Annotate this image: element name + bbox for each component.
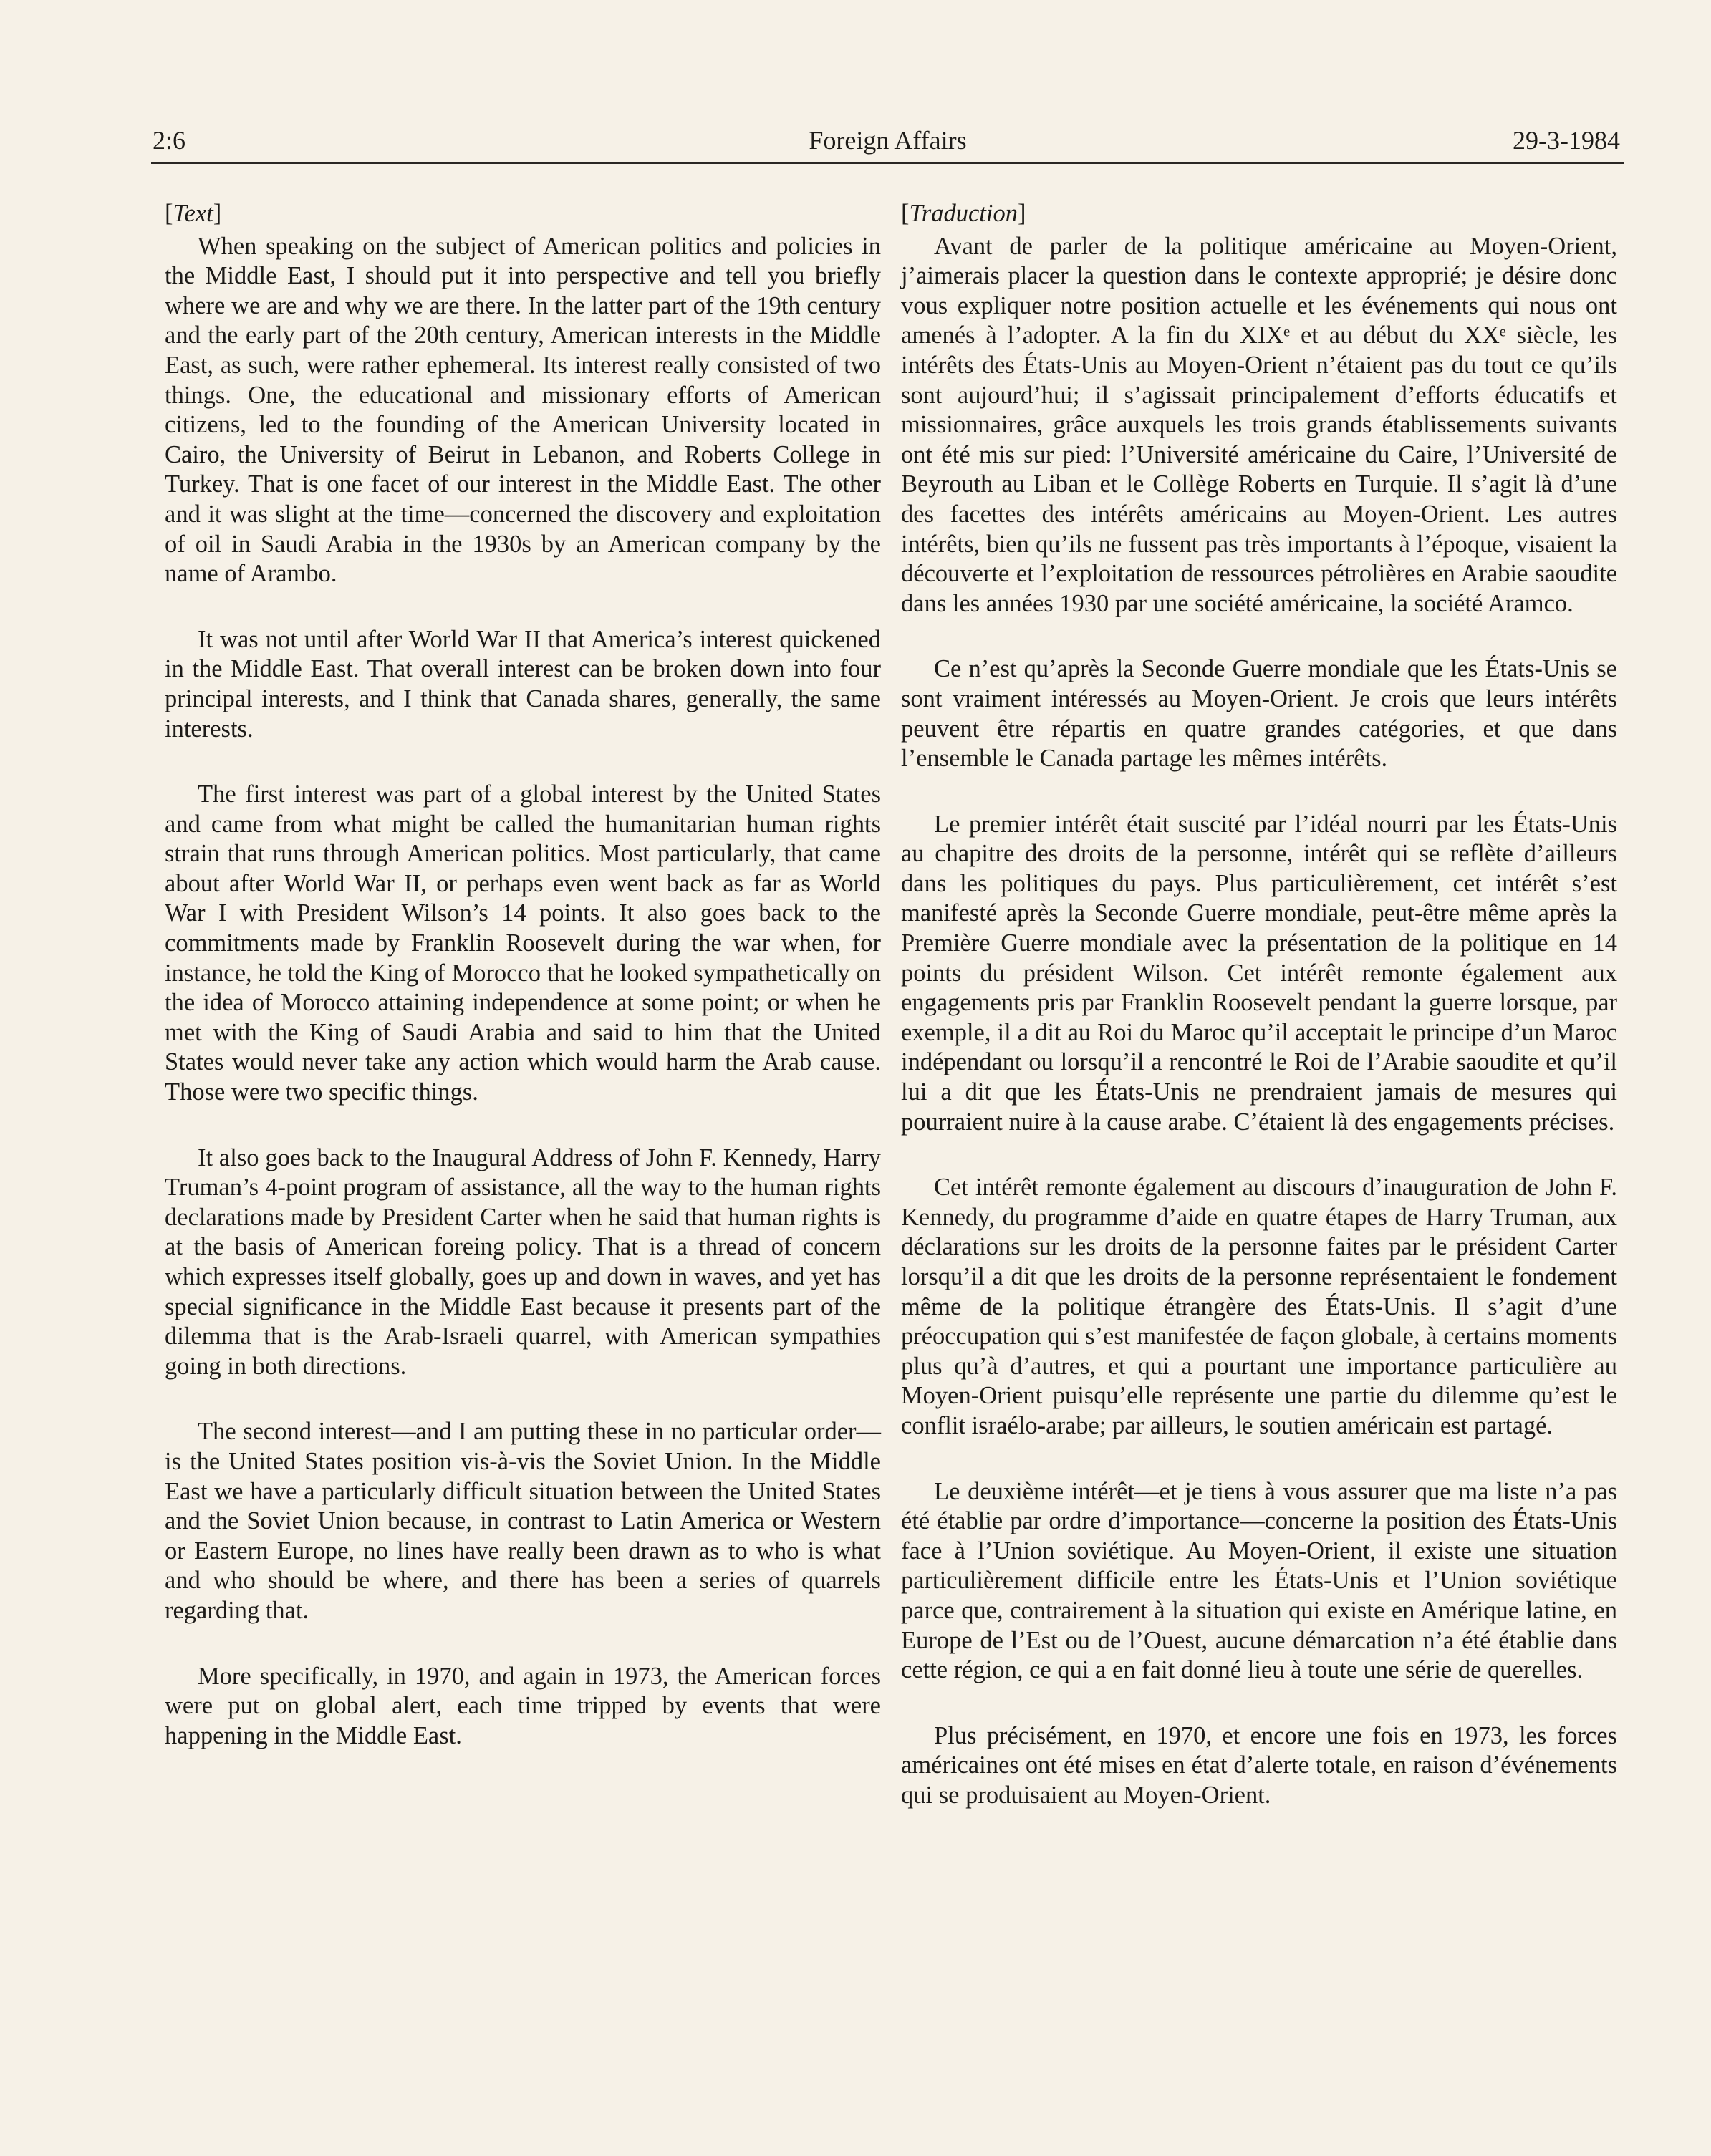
english-paragraph-1: When speaking on the subject of American politics and policies in the Middle East, I should put it into perspective and tell you briefly where we are and why we are there. In the latter part of the 19th century and the early part of the 20th century, American interests in the Middle East, as such, were rather ephemeral. Its interest really consisted of two things. One, the educational and missionary efforts of American citizens, led to the founding of the American University located in Cairo, the University of Beirut in Lebanon, and Roberts College in Turkey. That is one facet of our interest in the Middle East. The other and it was slight at the time—concerned the discovery and exploitation of oil in Saudi Arabia in the 1930s by an American company by the name of Arambo.	[165, 232, 881, 588]
french-column	[901, 199, 1617, 1811]
label-text: Text	[173, 200, 213, 227]
french-paragraph-6: Plus précisément, en 1970, et encore une fois en 1973, les forces américaines ont été mises en état d’alerte totale, en raison d’événements qui se produisaient au Moyen-Orient.	[901, 1721, 1617, 1809]
column-label-traduction: [Traduction]	[901, 200, 1026, 227]
english-paragraph-2: It was not until after World War II that America’s interest quickened in the Middle East. That overall interest can be broken down into four principal interests, and I think that Canada shares, generally, the same interests.	[165, 625, 881, 743]
french-paragraph-3: Le premier intérêt était suscité par l’idéal nourri par les États-Unis au chapitre des droits de la personne, intérêt qui se reflète d’ailleurs dans les politiques du pays. Plus particulièrement, cet intérêt s’est manifesté après la Seconde Guerre mondiale, peut-être même après la Première Guerre mondiale avec la présentation de la politique en 14 points du président Wilson. Cet intérêt remonte également aux engagements pris par Franklin Roosevelt pendant la guerre lorsque, par exemple, il a dit au Roi du Maroc qu’il acceptait le principe d’un Maroc indépendant ou lorsqu’il a rencontré le Roi de l’Arabie saoudite et qu’il lui a dit que les États-Unis ne prendraient jamais de mesures qui pourraient nuire à la cause arabe. C’étaient là des engagements précises.	[901, 810, 1617, 1136]
sitting-date: 29-3-1984	[1513, 126, 1620, 155]
english-column	[165, 199, 881, 1751]
page-header	[151, 115, 1624, 164]
english-paragraph-3: The first interest was part of a global interest by the United States and came from what might be called the humanitarian human rights strain that runs through American politics. Most particularly, that came about after World War II, or perhaps even went back as far as World War I with President Wilson’s 14 points. It also goes back to the commitments made by Franklin Roosevelt during the war when, for instance, he told the King of Morocco that he looked sympathetically on the idea of Morocco attaining independence at some point; or when he met with the King of Saudi Arabia and said to him that the United States would never take any action which would harm the Arab cause. Those were two specific things.	[165, 780, 881, 1106]
committee-title: Foreign Affairs	[809, 126, 967, 155]
french-paragraph-4: Cet intérêt remonte également au discours d’inauguration de John F. Kennedy, du programme d’aide en quatre étapes de Harry Truman, aux déclarations sur les droits de la personne faites par le président Carter lorsqu’il a dit que les droits de la personne représentaient le fondement même de la politique étrangère des États-Unis. Il s’agit d’une préoccupation qui s’est manifestée de façon globale, à certains moments plus qu’à d’autres, et qui a pourtant une importance particulière au Moyen-Orient puisqu’elle représente une partie du dilemme qu’est le conflit israélo-arabe; par ailleurs, le soutien américain est partagé.	[901, 1174, 1617, 1439]
label-traduction: Traduction	[909, 200, 1018, 227]
english-paragraph-4: It also goes back to the Inaugural Address of John F. Kennedy, Harry Truman’s 4-point program of assistance, all the way to the human rights declarations made by President Carter when he said that human rights is at the basis of American foreing policy. That is a thread of concern which expresses itself globally, goes up and down in waves, and yet has special significance in the Middle East because it presents part of the dilemma that is the Arab-Israeli quarrel, with American sympathies going in both directions.	[165, 1144, 881, 1380]
french-paragraph-5: Le deuxième intérêt—et je tiens à vous assurer que ma liste n’a pas été établie par ordre d’importance—concerne la position des États-Unis face à l’Union soviétique. Au Moyen-Orient, il existe une situation particulièrement difficile entre les États-Unis et l’Union soviétique parce que, contrairement à la situation qui existe en Amérique latine, en Europe de l’Est ou de l’Ouest, aucune démarcation n’a été établie dans cette région, ce qui a en fait donné lieu à toute une série de querelles.	[901, 1477, 1617, 1684]
french-paragraph-1: Avant de parler de la politique américaine au Moyen-Orient, j’aimerais placer la question dans le contexte approprié; je désire donc vous expliquer notre position actuelle et les événements qui nous ont amenés à l’adopter. A la fin du XIXᵉ et au début du XXᵉ siècle, les intérêts des États-Unis au Moyen-Orient n’étaient pas du tout ce qu’ils sont aujourd’hui; il s’agissait principalement d’efforts éducatifs et missionnaires, grâce auxquels les trois grands établissements suivants ont été mis sur pied: l’Université américaine du Caire, l’Université de Beyrouth au Liban et le Collège Roberts en Turquie. Il s’agit là d’une des facettes des intérêts américains au Moyen-Orient. Les autres intérêts, bien qu’ils ne fussent pas très importants à l’époque, visaient la découverte et l’exploitation de ressources pétrolières en Arabie saoudite dans les années 1930 par une société américaine, la société Aramco.	[901, 232, 1617, 617]
page-number: 2:6	[153, 126, 186, 155]
english-paragraph-5: The second interest—and I am putting these in no particular order—is the United States position vis-à-vis the Soviet Union. In the Middle East we have a particularly difficult situation between the United States and the Soviet Union because, in contrast to Latin America or Western or Eastern Europe, no lines have really been drawn as to who is what and who should be where, and there has been a series of quarrels regarding that.	[165, 1418, 881, 1624]
english-paragraph-6: More specifically, in 1970, and again in 1973, the American forces were put on global alert, each time tripped by events that were happening in the Middle East.	[165, 1662, 881, 1749]
french-paragraph-2: Ce n’est qu’après la Seconde Guerre mondiale que les États-Unis se sont vraiment intéressés au Moyen-Orient. Je crois que leurs intérêts peuvent être répartis en quatre grandes catégories, et que dans l’ensemble le Canada partage les mêmes intérêts.	[901, 655, 1617, 773]
column-label-text: [Text]	[165, 200, 222, 227]
